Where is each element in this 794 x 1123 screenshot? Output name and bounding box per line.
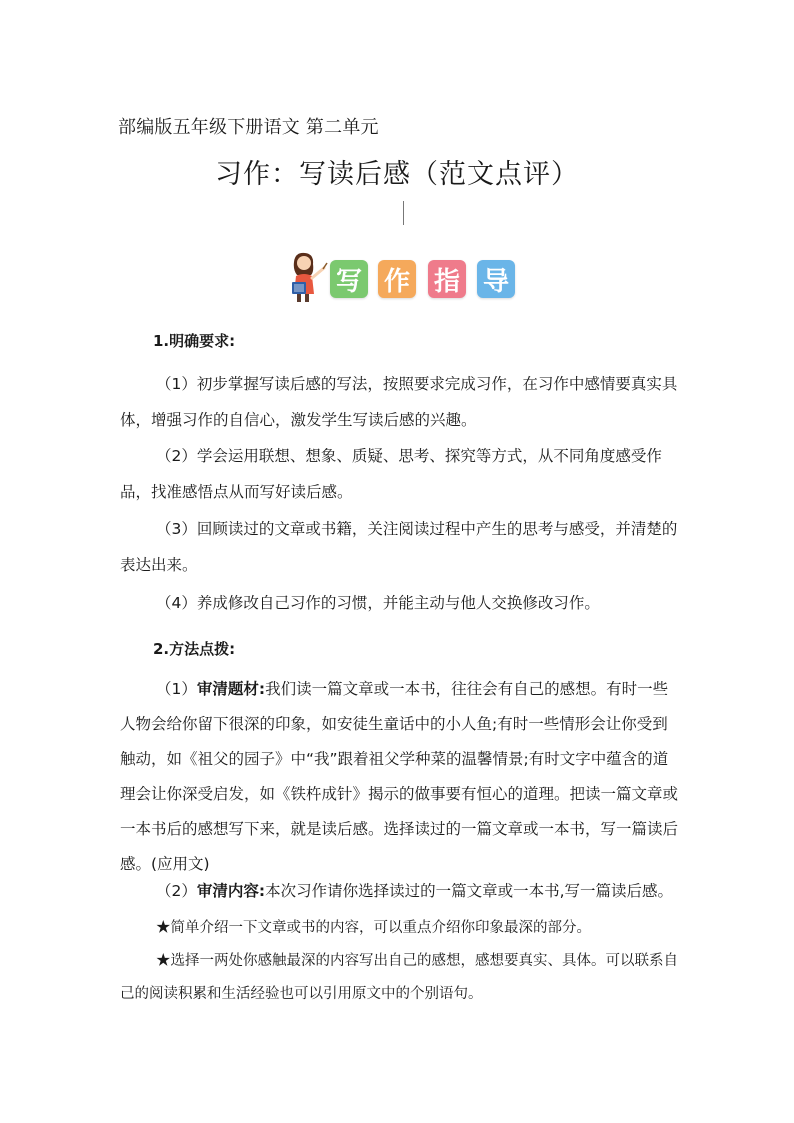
unit-header: 部编版五年级下册语文 第二单元 [118, 117, 379, 138]
tip-item: ★简单介绍一下文章或书的内容，可以重点介绍你印象最深的部分。 [156, 920, 591, 936]
teacher-icon [278, 248, 328, 304]
section-heading-requirements: 1.明确要求: [153, 332, 236, 350]
requirement-item: （2）学会运用联想、想象、质疑、思考、探究等方式，从不同角度感受作品，找准感悟点从而写好读后感。 [120, 447, 662, 501]
tip-item: ★选择一两处你感触最深的内容写出自己的感想，感想要真实、具体。可以联系自己的阅读积累和生活经验也可以引用原文中的个别语句。 [120, 953, 678, 1002]
section-heading-methods: 2.方法点拨: [153, 640, 236, 658]
banner-char-4: 导 [477, 260, 515, 298]
requirement-item: （4）养成修改自己习作的习惯，并能主动与他人交换修改习作。 [156, 594, 600, 612]
method-item: （1）审清题材:我们读一篇文章或一本书，往往会有自己的感想。有时一些人物会给你留下很深的印象，如安徒生童话中的小人鱼;有时一些情形会让你受到触动，如《祖父的园子》中“我”跟着祖父学种菜的温馨情景;有时文字中蕴含的道理会让你深受启发，如《铁杵成针》揭示的做事要有恒心的道理。把读一篇文章或一本书后的感想写下来，就是读后感。选择读过的一篇文章或一本书，写一篇读后感。(应用文) [120, 680, 679, 873]
writing-guide-banner [278, 248, 528, 304]
divider [403, 201, 404, 225]
page-title: 习作：写读后感（范文点评） [215, 159, 579, 190]
requirement-item: （1）初步掌握写读后感的写法，按照要求完成习作，在习作中感情要真实具体，增强习作的自信心，激发学生写读后感的兴趣。 [120, 375, 678, 429]
method-item: （2）审清内容:本次习作请你选择读过的一篇文章或一本书,写一篇读后感。 [156, 882, 674, 900]
banner-char-3: 指 [428, 260, 466, 298]
requirement-item: （3）回顾读过的文章或书籍，关注阅读过程中产生的思考与感受，并清楚的表达出来。 [120, 520, 678, 574]
banner-char-1: 写 [330, 260, 368, 298]
banner-char-2: 作 [378, 260, 416, 298]
